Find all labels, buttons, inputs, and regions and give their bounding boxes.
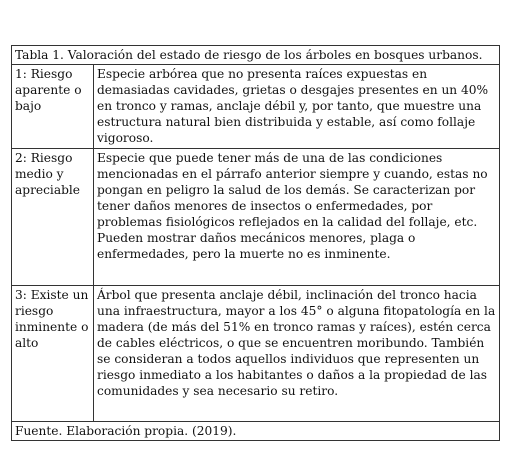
risk-level-cell: 2: Riesgo medio y apreciable [12,149,94,286]
risk-assessment-table [11,45,500,441]
caption-row [12,46,500,65]
risk-level-cell: 1: Riesgo aparente o bajo [12,65,94,149]
risk-description-cell: Árbol que presenta anclaje débil, inclinación del tronco hacia una infraestructura, mayor a los 45° o alguna fitopatología en la madera (de más del 51% en tronco ramas y raíces), estén cerca de cables eléctricos, o que se encuentren moribundo. También se consideran a todos aquellos individuos que representen un riesgo inmediato a los habitantes o daños a la propiedad de las comunidades y sea necesario su retiro. [94,286,500,422]
risk-description-cell: Especie que puede tener más de una de las condiciones mencionadas en el párrafo anterior siempre y cuando, estas no pongan en peligro la salud de los demás. Se caracterizan por tener daños menores de insectos o enfermedades, por problemas fisiológicos reflejados en la calidad del follaje, etc. Pueden mostrar daños mecánicos menores, plaga o enfermedades, pero la muerte no es inminente. [94,149,500,286]
risk-table-container [11,45,499,441]
table-row [12,65,500,149]
risk-description-cell: Especie arbórea que no presenta raíces expuestas en demasiadas cavidades, grietas o desgajes presentes en un 40% en tronco y ramas, anclaje débil y, por tanto, que muestre una estructura natural bien distribuida y estable, así como follaje vigoroso. [94,65,500,149]
table-source: Fuente. Elaboración propia. (2019). [12,422,500,441]
table-row [12,286,500,422]
table-caption: Tabla 1. Valoración del estado de riesgo de los árboles en bosques urbanos. [12,46,500,65]
risk-level-cell: 3: Existe un riesgo inminente o alto [12,286,94,422]
table-row [12,149,500,286]
source-row [12,422,500,441]
